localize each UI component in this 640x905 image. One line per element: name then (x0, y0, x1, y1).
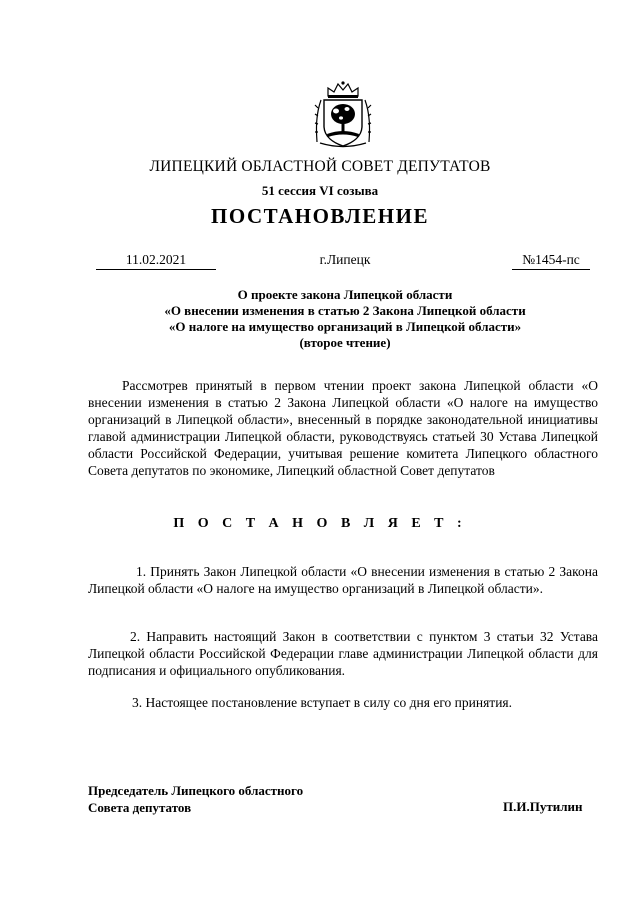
document-type-title: ПОСТАНОВЛЕНИЕ (211, 204, 429, 228)
council-name: ЛИПЕЦКИЙ ОБЛАСТНОЙ СОВЕТ ДЕПУТАТОВ (149, 158, 491, 175)
document-date: 11.02.2021 (96, 252, 216, 270)
session-number: 51 сессия VI созыва (261, 183, 379, 198)
signatory-title-line: Председатель Липецкого областного (88, 783, 304, 798)
resolution-item: 2. Направить настоящий Закон в соответствии с пунктом 3 статьи 32 Устава Липецкой области Российской Федерации главе администрации Липецкой области для подписания и официального опубликования. (88, 629, 598, 678)
subject-line: О проекте закона Липецкой области (237, 287, 453, 302)
signatory-title-line: Совета депутатов (88, 800, 192, 815)
resolves-heading: П О С Т А Н О В Л Я Е Т : (173, 516, 467, 531)
preamble-paragraph: Рассмотрев принятый в первом чтении проект закона Липецкой области «О внесении изменения в статью 2 Закона Липецкой области «О налоге на имущество организаций в Липецкой области», внесенный в порядке законодательной инициативы главой администрации Липецкой области, руководствуясь статьей 30 Устава Липецкой области Российской Федерации, учитывая решение комитета Липецкого областного Совета депутатов по экономике, Липецкий областной Совет депутатов (88, 378, 598, 478)
document-city: г.Липецк (319, 252, 371, 267)
signatory-name: П.И.Путилин (503, 799, 583, 814)
resolution-item: 3. Настоящее постановление вступает в силу со дня его принятия. (132, 695, 513, 710)
resolution-item: 1. Принять Закон Липецкой области «О внесении изменения в статью 2 Закона Липецкой области «О налоге на имущество организаций в Липецкой области». (88, 564, 598, 596)
document-subject (80, 287, 610, 351)
signatory-title (88, 782, 303, 816)
subject-line: «О внесении изменения в статью 2 Закона Липецкой области (164, 303, 526, 318)
document-number: №1454-пс (512, 252, 590, 270)
subject-line: «О налоге на имущество организаций в Липецкой области» (168, 319, 522, 334)
lipetsk-coat-of-arms-icon (314, 80, 372, 150)
subject-line: (второе чтение) (299, 335, 391, 350)
